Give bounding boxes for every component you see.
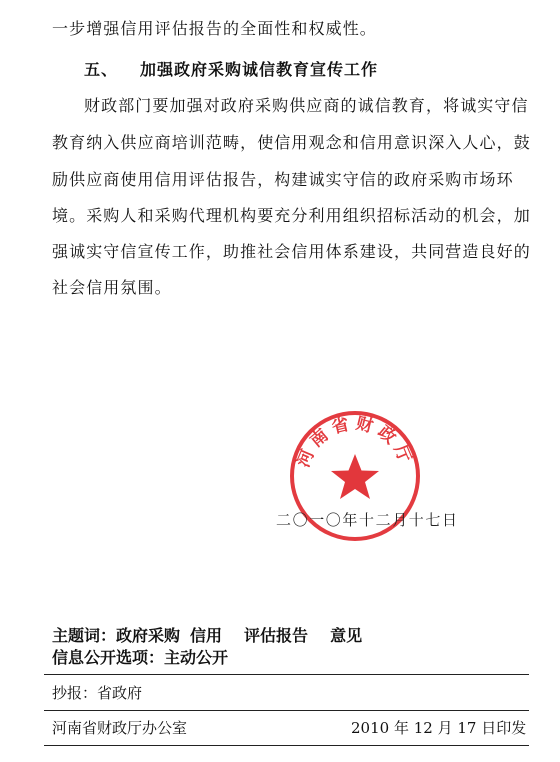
section-number: 五、 (84, 60, 119, 79)
keyword: 政府采购 (116, 626, 181, 645)
paragraph-line: 一步增强信用评估报告的全面性和权威性。 (52, 19, 377, 38)
issuer-office: 河南省财政厅办公室 (52, 719, 188, 737)
divider (44, 745, 529, 746)
paragraph-line: 强诚实守信宣传工作，助推社会信用体系建设，共同营造良好的 (52, 242, 531, 261)
signing-date: 二〇一〇年十二月十七日 (276, 511, 459, 529)
star-icon (331, 454, 379, 499)
keyword: 信用 (190, 626, 223, 645)
disclosure-line (52, 647, 362, 669)
keyword: 意见 (330, 626, 363, 645)
divider (44, 710, 529, 711)
disclosure-label: 信息公开选项： (52, 648, 165, 667)
cc-value: 省政府 (97, 684, 143, 702)
section-title: 加强政府采购诚信教育宣传工作 (140, 60, 379, 79)
disclosure-value: 主动公开 (164, 648, 229, 667)
keywords-block (52, 625, 362, 669)
section-heading (84, 60, 378, 80)
keyword: 评估报告 (244, 626, 309, 645)
issue-date: 2010 年 12 月 17 日印发 (351, 719, 527, 737)
paragraph-line: 励供应商使用信用评估报告，构建诚实守信的政府采购市场环 (52, 170, 514, 189)
paragraph-line: 境。采购人和采购代理机构要充分利用组织招标活动的机会，加 (52, 206, 531, 225)
keywords-line (52, 625, 362, 647)
paragraph-line: 教育纳入供应商培训范畴，使信用观念和信用意识深入人心，鼓 (52, 133, 531, 152)
divider (44, 674, 529, 675)
svg-text:河南省财政厅: 河南省财政厅 (293, 413, 417, 471)
paragraph-line: 财政部门要加强对政府采购供应商的诚信教育，将诚实守信 (84, 96, 529, 115)
keywords-label: 主题词： (52, 626, 117, 645)
paragraph-line: 社会信用氛围。 (52, 278, 172, 297)
cc-line (52, 683, 142, 703)
cc-label: 抄报： (52, 684, 98, 702)
